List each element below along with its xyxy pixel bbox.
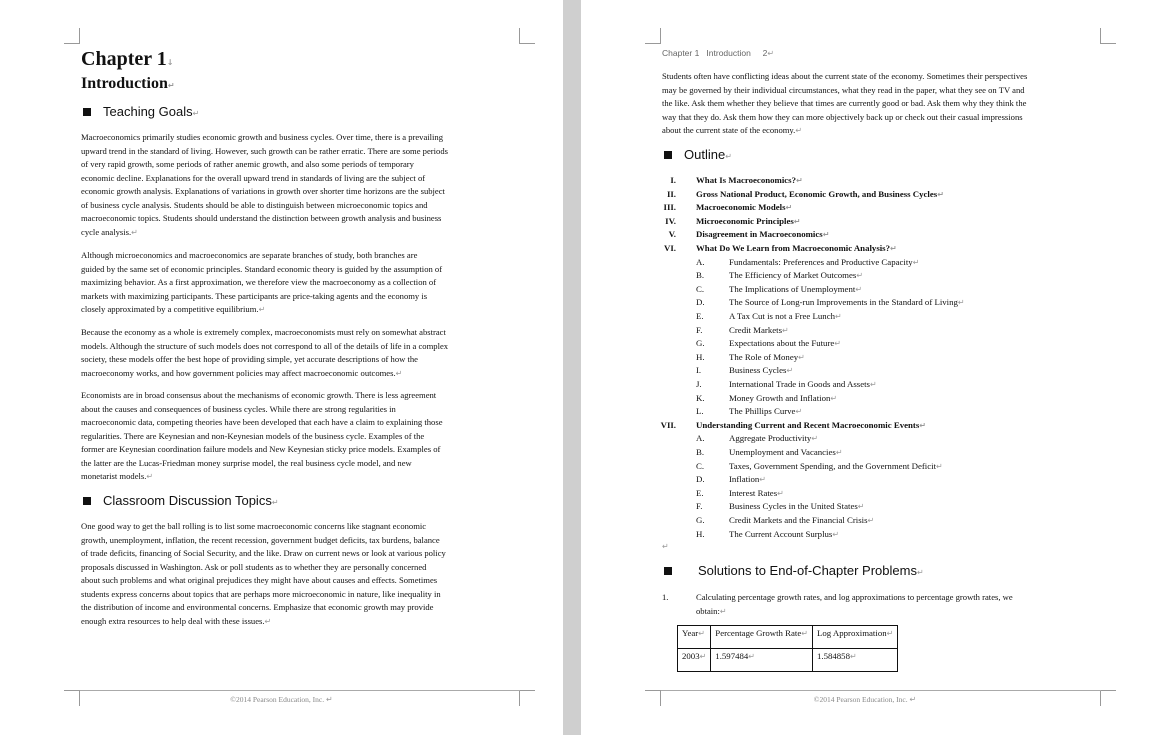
- section-heading-teaching-goals: Teaching Goals↵: [83, 104, 199, 119]
- outline-text: Understanding Current and Recent Macroeconomic Events↵: [696, 419, 926, 430]
- outline-sub-letter: A.: [696, 433, 705, 444]
- outline-sub-letter: B.: [696, 270, 705, 281]
- outline-sub-text: Money Growth and Inflation↵: [729, 392, 838, 403]
- outline-number: V.: [668, 229, 676, 240]
- outline-sub-text: International Trade in Goods and Assets↵: [729, 379, 877, 389]
- section-heading-outline: Outline↵: [664, 147, 732, 162]
- chapter-title: Introduction↵: [81, 75, 175, 92]
- paragraph-line: of very rapid growth, some periods of rather anemic growth, and also some periods of temporary: [81, 159, 414, 169]
- chapter-heading: Chapter 1↓: [81, 48, 174, 70]
- bullet-square-icon: [664, 567, 672, 575]
- outline-sub-text: The Phillips Curve↵: [729, 406, 803, 417]
- paragraph-line: society, these models offer the best hope of providing simple, yet accurate descriptions of how the: [81, 354, 418, 364]
- outline-text: What Is Macroeconomics?↵: [696, 175, 803, 185]
- paragraph-line: about the causes and consequences of business cycles. While there are strong regularities in: [81, 403, 396, 414]
- paragraph-line: guided by the same set of economic principles. Standard economic theory is guided by the assumption of: [81, 263, 443, 274]
- outline-sub-letter: F.: [696, 501, 703, 512]
- paragraph-line: way that they do. Ask them how they can more objectively back up or check out their casual impressions: [662, 111, 1023, 122]
- outline-sub-letter: C.: [696, 283, 705, 294]
- outline-sub-letter: K.: [696, 392, 705, 403]
- table-header-cell: Percentage Growth Rate↵: [711, 626, 813, 649]
- crop-mark: [519, 28, 535, 44]
- paragraph-line: economic decline. Explanations for the overall upward trend in standards of living are the subject of: [81, 172, 426, 183]
- outline-sub-letter: H.: [696, 528, 705, 539]
- outline-number: VII.: [660, 419, 676, 430]
- paragraph-line: maximizing behavior. As a first approximation, we therefore view the macroeconomy as a collection of: [81, 277, 437, 287]
- paragraph-line: the like. Ask them whether they believe that times are currently good or bad. Ask them why they think the: [662, 98, 1027, 108]
- paragraph-line: about the current state of the economy.↵: [662, 125, 803, 135]
- table-header-cell: Year↵: [678, 626, 711, 649]
- outline-sub-text: Credit Markets↵: [729, 324, 789, 335]
- table-row: [678, 649, 898, 672]
- paragraph-line: monetarist models.↵: [81, 471, 154, 481]
- outline-sub-text: Credit Markets and the Financial Crisis↵: [729, 515, 875, 525]
- teaching-paragraph-4: [81, 389, 443, 484]
- outline-sub-letter: G.: [696, 515, 705, 525]
- outline-text: Gross National Product, Economic Growth, and Business Cycles↵: [696, 188, 944, 199]
- paragraph-line: markets with maximizing participants. These participants are price-taking agents and the economy is: [81, 290, 428, 301]
- outline-sub-letter: L.: [696, 406, 704, 417]
- paragraph-line: Because the economy as a whole is extremely complex, macroeconomists must rely on somewhat abstract: [81, 327, 446, 337]
- outline-sub-letter: A.: [696, 256, 705, 267]
- paragraph-line: growth, unemployment, inflation, the recent recession, government budget deficits, tax burdens, balance: [81, 534, 440, 545]
- footer-rule: [661, 690, 1101, 691]
- paragraph-line: obtain:↵: [696, 605, 727, 616]
- outline-sub-letter: G.: [696, 338, 705, 349]
- table-cell: 2003↵: [678, 649, 711, 672]
- paragraph-line: the latter are the Lucas-Friedman money surprise model, the real business cycle model, and new: [81, 457, 412, 468]
- crop-mark: [64, 28, 80, 44]
- outline-text: What Do We Learn from Macroeconomic Analysis?↵: [696, 243, 897, 253]
- paragraph-line: macroeconomic data, competing theories have been developed that each have a claim to explaining those: [81, 417, 443, 427]
- paragraph-line: proposals discussed in Washington. Ask or poll students as to whether they are personally concerned: [81, 561, 427, 572]
- outline-sub-text: Fundamentals: Preferences and Productive Capacity↵: [729, 256, 920, 267]
- paragraph-line: Although microeconomics and macroeconomics are separate branches of study, both branches are: [81, 250, 418, 260]
- paragraph-line: closely approximated by a competitive equilibrium.↵: [81, 304, 266, 314]
- table-header-row: [678, 626, 898, 649]
- outline-sub-letter: H.: [696, 351, 705, 362]
- outline-sub-text: Inflation↵: [729, 474, 766, 485]
- paragraph-line: of trade deficits, financing of Social Security, and the like. Draw on current news or look at various policy: [81, 548, 446, 558]
- outline-text: Disagreement in Macroeconomics↵: [696, 229, 830, 240]
- discussion-paragraph: [81, 520, 446, 628]
- outline-sub-text: The Efficiency of Market Outcomes↵: [729, 270, 864, 281]
- paragraph-line: Economists are in broad consensus about the mechanisms of economic growth. There is less agreement: [81, 390, 437, 400]
- paragraph-line: students express concerns about topics that are perhaps more microeconomic in nature, like inequality in: [81, 588, 441, 599]
- paragraph-line: former are Keynesian coordination failure models and New Keynesian sticky price models. Examples of: [81, 444, 441, 454]
- paragraph-line: models. Although the structure of such models does not correspond to all of the details of life in a complex: [81, 340, 449, 351]
- crop-mark: [1100, 28, 1116, 44]
- outline-sub-text: The Implications of Unemployment↵: [729, 283, 863, 294]
- outline-sub-letter: J.: [696, 379, 702, 389]
- outline-sub-text: A Tax Cut is not a Free Lunch↵: [729, 311, 842, 321]
- paragraph-line: the distribution of income and environmental concerns. Emphasize that economic growth may provide: [81, 602, 434, 612]
- intro-paragraph-right: [662, 70, 1027, 138]
- paragraph-line: Macroeconomics primarily studies economic growth and business cycles. Over time, there is a prevailing: [81, 132, 444, 142]
- table-cell: 1.584858↵: [812, 649, 897, 672]
- outline-sub-text: Taxes, Government Spending, and the Government Deficit↵: [729, 460, 943, 471]
- table-header-cell: Log Approximation↵: [812, 626, 897, 649]
- outline-text: Microeconomic Principles↵: [696, 215, 801, 226]
- footer-rule: [80, 690, 520, 691]
- paragraph-line: regularities. There are Keynesian and non-Keynesian models of the business cycle. Examples of the: [81, 430, 425, 441]
- bullet-square-icon: [83, 497, 91, 505]
- paragraph-line: about such problems and what original prejudices they might have about causes and effects. Sometimes: [81, 575, 438, 585]
- paragraph-mark: ↵: [662, 542, 669, 551]
- bullet-square-icon: [83, 108, 91, 116]
- outline-text: Macroeconomic Models↵: [696, 202, 793, 213]
- outline-sub-letter: B.: [696, 447, 705, 457]
- paragraph-line: macroeconomy works, and how government policies may affect macroeconomic outcomes.↵: [81, 367, 403, 378]
- teaching-paragraph-3: [81, 326, 448, 380]
- table-cell: 1.597484↵: [711, 649, 813, 672]
- outline-sub-text: The Role of Money↵: [729, 351, 805, 362]
- running-header: Chapter 1 Introduction 2↵: [662, 48, 775, 58]
- page-footer-right: ©2014 Pearson Education, Inc. ↵: [813, 695, 917, 704]
- problem-number: 1.: [662, 592, 669, 602]
- outline-sub-letter: C.: [696, 460, 705, 471]
- outline-sub-text: Business Cycles↵: [729, 365, 794, 376]
- outline-sub-text: The Current Account Surplus↵: [729, 528, 840, 539]
- paragraph-line: One good way to get the ball rolling is to list some macroeconomic concerns like stagnant economic: [81, 521, 427, 531]
- paragraph-line: macroeconomic topics. Students should understand the distinction between growth analysis and business: [81, 213, 442, 223]
- crop-mark: [645, 28, 661, 44]
- paragraph-line: of business cycle analysis. Students should be able to distinguish between microeconomic topics and: [81, 199, 428, 210]
- problem-1-text: [696, 591, 1013, 618]
- outline-sub-letter: E.: [696, 487, 704, 498]
- outline-number: VI.: [664, 243, 676, 253]
- bullet-square-icon: [664, 151, 672, 159]
- outline-number: III.: [663, 202, 676, 213]
- paragraph-line: may be governed by their individual circumstances, what they read in the paper, what they see on TV and: [662, 84, 1025, 95]
- growth-rate-table: [677, 625, 898, 672]
- paragraph-line: economic growth analysis. Explanations of variations in growth over shorter time horizons are the subject: [81, 186, 445, 196]
- outline-number: II.: [666, 188, 676, 199]
- outline-sub-letter: D.: [696, 474, 705, 485]
- paragraph-line: Students often have conflicting ideas about the current state of the economy. Sometimes their perspectives: [662, 71, 1028, 81]
- outline-sub-text: Expectations about the Future↵: [729, 338, 841, 349]
- outline-sub-letter: D.: [696, 297, 705, 308]
- paragraph-line: upward trend in the standard of living. However, such growth can be rather erratic. There are some periods: [81, 145, 448, 156]
- outline-number: IV.: [665, 215, 676, 226]
- outline-sub-text: Aggregate Productivity↵: [729, 433, 819, 444]
- teaching-paragraph-2: [81, 249, 442, 317]
- outline-sub-letter: I.: [696, 365, 702, 376]
- outline-sub-text: Interest Rates↵: [729, 487, 784, 498]
- outline-sub-text: Unemployment and Vacancies↵: [729, 447, 843, 457]
- teaching-paragraph-1: [81, 131, 448, 239]
- outline-number: I.: [670, 175, 676, 185]
- paragraph-line: enough extra resources to help deal with these issues.↵: [81, 615, 272, 626]
- outline-sub-text: Business Cycles in the United States↵: [729, 501, 865, 512]
- section-heading-solutions: Solutions to End-of-Chapter Problems↵: [664, 563, 924, 578]
- outline-sub-letter: E.: [696, 311, 704, 321]
- outline-sub-letter: F.: [696, 324, 703, 335]
- paragraph-line: cycle analysis.↵: [81, 226, 138, 237]
- section-heading-discussion: Classroom Discussion Topics↵: [83, 493, 279, 508]
- outline-sub-text: The Source of Long-run Improvements in the Standard of Living↵: [729, 297, 965, 308]
- page-footer-left: ©2014 Pearson Education, Inc. ↵: [230, 695, 333, 704]
- paragraph-line: Calculating percentage growth rates, and log approximations to percentage growth rates, we: [696, 592, 1013, 602]
